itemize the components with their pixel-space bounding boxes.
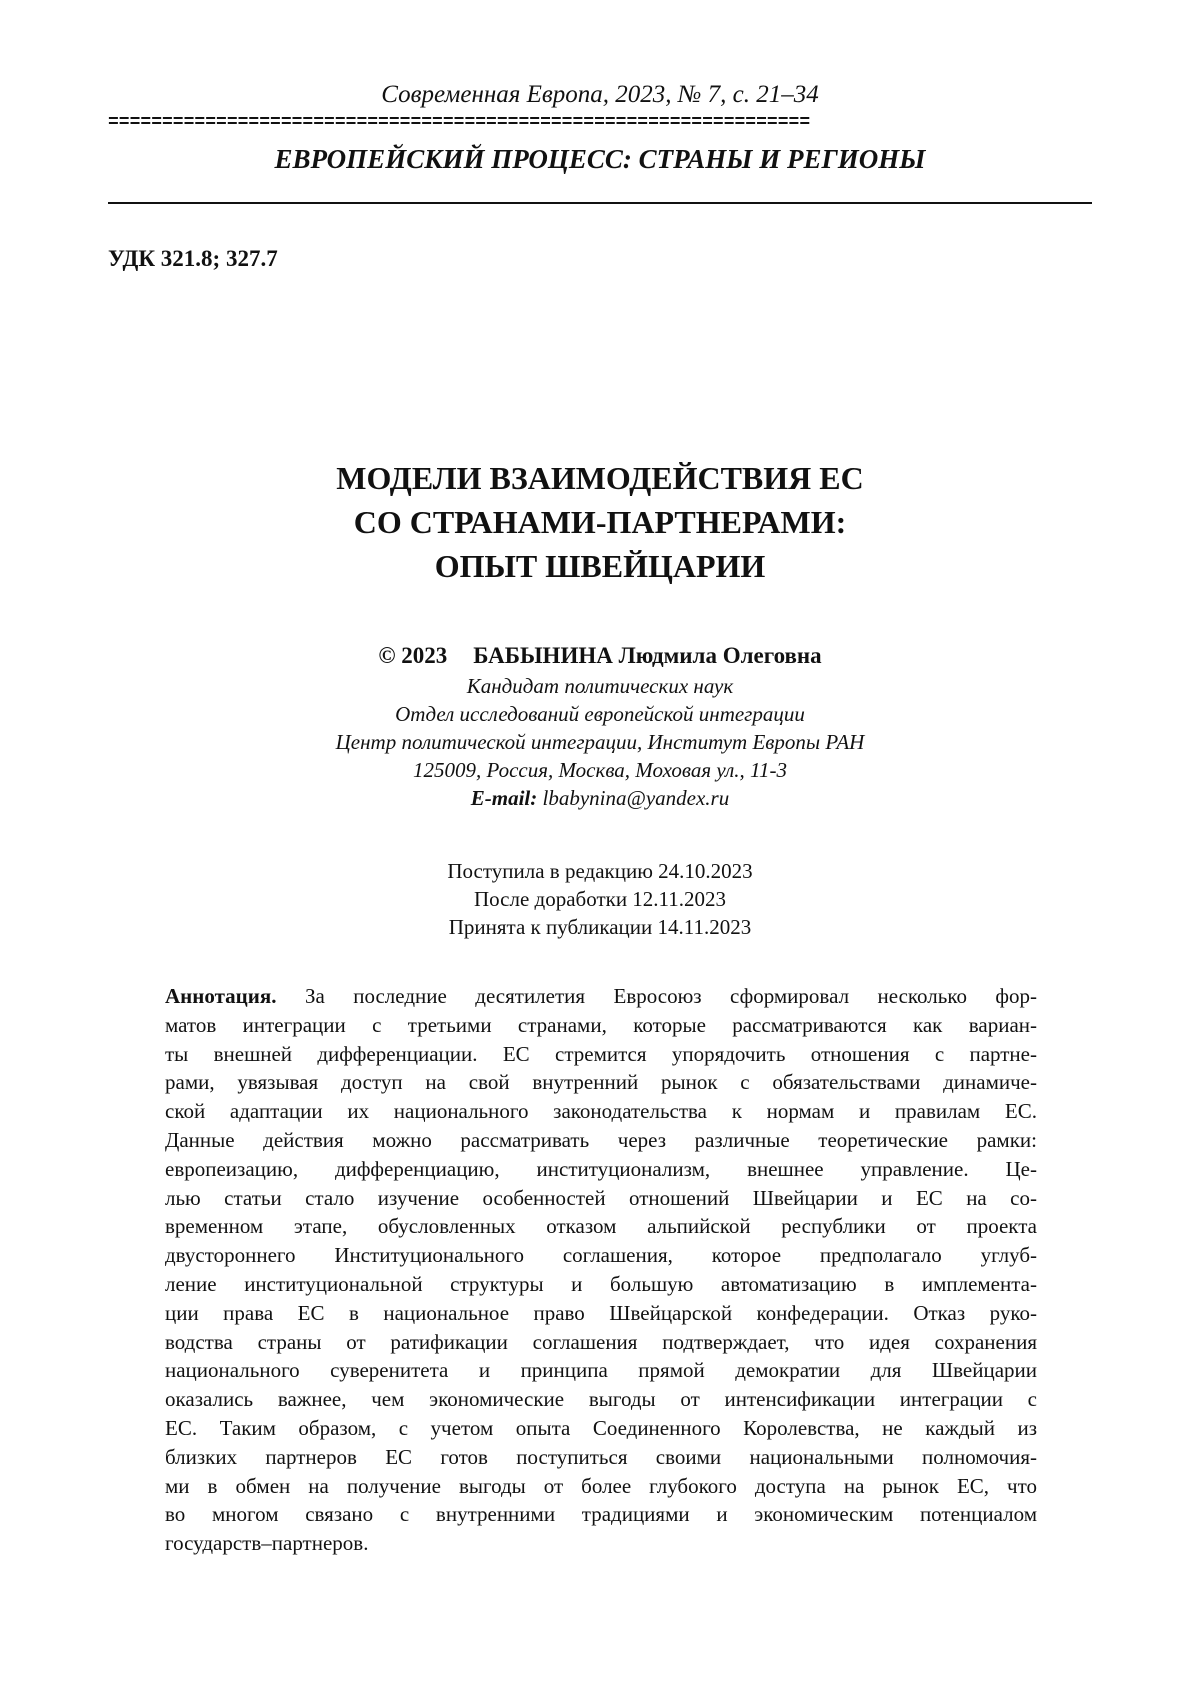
double-rule-divider: ================================================================= [108, 116, 811, 131]
abstract-line: ление институциональной структуры и большую автоматизацию в имплемента- [165, 1271, 1037, 1296]
date-received: Поступила в редакцию 24.10.2023 [447, 859, 753, 883]
abstract-line: Данные действия можно рассматривать через различные теоретические рамки: [165, 1127, 1037, 1152]
journal-citation: Современная Европа, 2023, № 7, с. 21–34 [381, 81, 819, 108]
title-line: МОДЕЛИ ВЗАИМОДЕЙСТВИЯ ЕС [336, 460, 864, 496]
article-title [0, 456, 1200, 588]
abstract-line: оказались важнее, чем экономические выгоды от интенсификации интеграции с [165, 1387, 1037, 1412]
email-link[interactable]: lbabynina@yandex.ru [542, 786, 730, 810]
abstract-line: государств–партнеров. [165, 1531, 369, 1556]
section-heading: ЕВРОПЕЙСКИЙ ПРОЦЕСС: СТРАНЫ И РЕГИОНЫ [274, 144, 926, 174]
udk-code: УДК 321.8; 327.7 [108, 246, 278, 271]
email-label: E-mail: [470, 786, 538, 810]
author-line [0, 642, 1200, 670]
abstract-line: ции права ЕС в национальное право Швейцарской конфедерации. Отказ руко- [165, 1300, 1037, 1325]
author-department: Отдел исследований европейской интеграции [395, 702, 805, 726]
author-email-line [0, 784, 1200, 812]
horizontal-rule [108, 202, 1092, 204]
abstract-line: ЕС. Таким образом, с учетом опыта Соединенного Королевства, не каждый из [165, 1415, 1037, 1440]
abstract-line: близких партнеров ЕС готов поступиться своими национальными полномочия- [165, 1444, 1037, 1469]
author-address: 125009, Россия, Москва, Моховая ул., 11-3 [413, 758, 787, 782]
abstract-line: ми в обмен на получение выгоды от более глубокого доступа на рынок ЕС, что [165, 1473, 1037, 1498]
abstract-line: двустороннего Институционального соглашения, которое предполагало углуб- [165, 1243, 1037, 1268]
title-line: ОПЫТ ШВЕЙЦАРИИ [434, 548, 766, 584]
abstract-line: национального суверенитета и принципа прямой демократии для Швейцарии [165, 1358, 1037, 1383]
abstract-label: Аннотация. [165, 984, 277, 1008]
abstract-line: европеизацию, дифференциацию, институционализм, внешнее управление. Це- [165, 1156, 1037, 1181]
author-affiliation [0, 672, 1200, 812]
title-line: СО СТРАНАМИ-ПАРТНЕРАМИ: [353, 504, 847, 540]
abstract-line: Аннотация. За последние десятилетия Евросоюз сформировал несколько фор- [165, 984, 1038, 1008]
author-name: БАБЫНИНА Людмила Олеговна [473, 643, 822, 668]
abstract-line: временном этапе, обусловленных отказом альпийской республики от проекта [165, 1214, 1037, 1239]
copyright-year: © 2023 [378, 643, 448, 668]
date-revised: После доработки 12.11.2023 [473, 887, 727, 911]
author-institution: Центр политической интеграции, Институт Европы РАН [335, 730, 865, 754]
abstract [165, 982, 1037, 1558]
abstract-line: водства страны от ратификации соглашения подтверждает, что идея сохранения [165, 1329, 1037, 1354]
submission-dates [0, 857, 1200, 941]
abstract-line: матов интеграции с третьими странами, которые рассматриваются как вариан- [165, 1012, 1037, 1037]
abstract-line: лью статьи стало изучение особенностей отношений Швейцарии и ЕС на со- [165, 1185, 1037, 1210]
author-degree: Кандидат политических наук [466, 674, 734, 698]
abstract-line: рами, увязывая доступ на свой внутренний рынок с обязательствами динамиче- [165, 1070, 1037, 1095]
abstract-line: ты внешней дифференциации. ЕС стремится упорядочить отношения с партне- [165, 1041, 1037, 1066]
date-accepted: Принята к публикации 14.11.2023 [448, 915, 752, 939]
abstract-line: ской адаптации их национального законодательства к нормам и правилам ЕС. [165, 1099, 1037, 1124]
abstract-line: во многом связано с внутренними традициями и экономическим потенциалом [165, 1502, 1037, 1527]
